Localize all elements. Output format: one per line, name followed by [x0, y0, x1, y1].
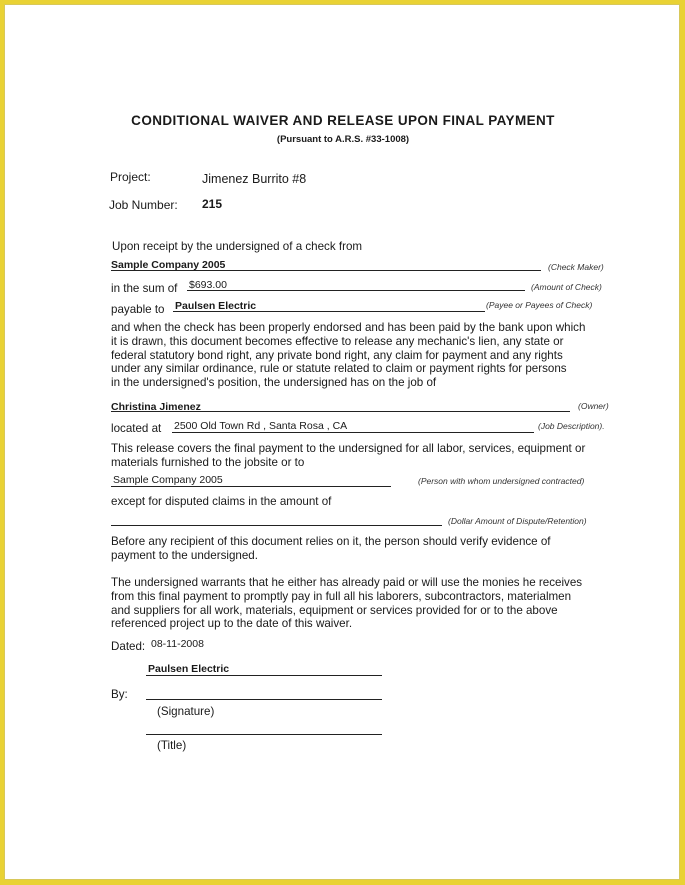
- check-maker-note: (Check Maker): [548, 262, 604, 272]
- payee-line: [173, 311, 485, 312]
- receipt-intro: Upon receipt by the undersigned of a check from: [112, 240, 363, 253]
- body-paragraph-1: and when the check has been properly endorsed and has been paid by the bank upon which it is drawn, this document becomes effective to release any mechanic's lien, any state or federal statutory bond right, any private bond right, any claim for payment and any rights under any similar ordinance, rule or statute related to claim or payment rights for persons in the undersigned's position, the undersigned has on the job of: [111, 321, 586, 390]
- location-line: [172, 432, 534, 433]
- payee-value: Paulsen Electric: [175, 300, 257, 312]
- location-note: (Job Description).: [538, 421, 605, 431]
- dated-label: Dated:: [111, 640, 146, 653]
- payable-label: payable to: [111, 303, 165, 316]
- check-maker-value: Sample Company 2005: [111, 259, 226, 271]
- owner-note: (Owner): [578, 401, 609, 411]
- contracted-note: (Person with whom undersigned contracted): [418, 476, 585, 486]
- title-label: (Title): [157, 739, 187, 752]
- body-paragraph-4: The undersigned warrants that he either has already paid or will use the monies he receives from this final payment to promptly pay in full all his laborers, subcontractors, materialmen and suppliers for all work, materials, equipment or services provided for or to the above referenced project up to the date of this waiver.: [111, 576, 583, 631]
- signature-line: [146, 699, 382, 700]
- signature-label: (Signature): [157, 705, 215, 718]
- title-line: [146, 734, 382, 735]
- project-label: Project:: [110, 170, 151, 184]
- signature-company: Paulsen Electric: [148, 663, 230, 675]
- document-subtitle: (Pursuant to A.R.S. #33-1008): [276, 134, 410, 145]
- body-paragraph-2: This release covers the final payment to the undersigned for all labor, services, equipment or materials furnished to the jobsite or to: [111, 442, 586, 469]
- check-maker-line: [111, 270, 541, 271]
- job-number-label: Job Number:: [109, 198, 178, 212]
- amount-note: (Amount of Check): [531, 282, 602, 292]
- contracted-line: [111, 486, 391, 487]
- dated-value: 08-11-2008: [151, 638, 204, 650]
- project-value: Jimenez Burrito #8: [202, 172, 307, 186]
- document-title: CONDITIONAL WAIVER AND RELEASE UPON FINAL PAYMENT: [131, 113, 555, 128]
- location-label: located at: [111, 422, 162, 435]
- amount-line: [187, 290, 525, 291]
- location-value: 2500 Old Town Rd , Santa Rosa , CA: [174, 420, 348, 432]
- company-line: [146, 675, 382, 676]
- job-number-value: 215: [202, 197, 223, 211]
- document-page: [4, 4, 680, 880]
- body-paragraph-3: Before any recipient of this document relies on it, the person should verify evidence of payment to the undersigned.: [111, 535, 551, 562]
- owner-line: [111, 411, 570, 412]
- payee-note: (Payee or Payees of Check): [486, 300, 593, 310]
- disputed-line: [111, 525, 442, 526]
- disputed-label: except for disputed claims in the amount of: [111, 495, 332, 508]
- contracted-value: Sample Company 2005: [113, 474, 223, 486]
- sum-label: in the sum of: [111, 282, 178, 295]
- amount-value: $693.00: [189, 279, 227, 291]
- by-label: By:: [111, 688, 128, 701]
- disputed-note: (Dollar Amount of Dispute/Retention): [448, 516, 587, 526]
- owner-value: Christina Jimenez: [111, 401, 201, 413]
